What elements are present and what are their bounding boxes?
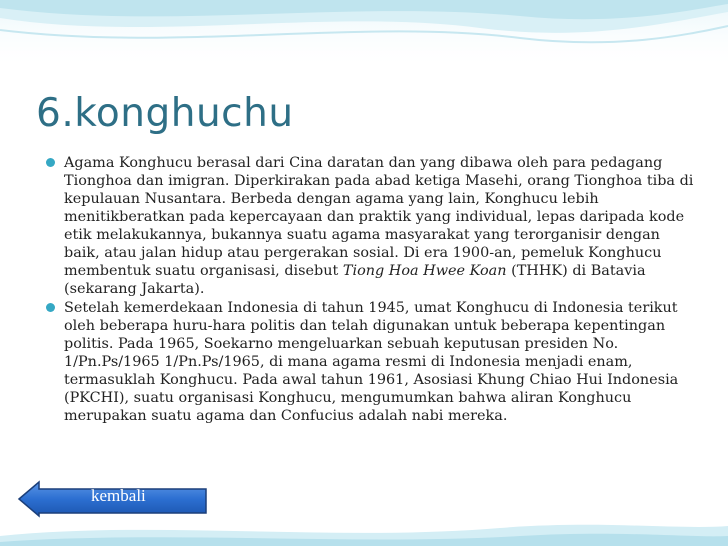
paragraph-1-text: Agama Konghucu berasal dari Cina daratan dan yang dibawa oleh para pedagang Tionghoa dan imigran. Diperkirakan pada abad ketiga Masehi, orang Tionghoa tiba di kepulauan Nusantara. Berbeda dengan agama yang lain, Konghucu lebih menitikberatkan pada kepercayaan dan praktik yang individual, lepas daripada kode etik melakukannya, bukannya suatu agama masyarakat yang terorganisir dengan baik, atau jalan hidup atau pergerakan sosial. Di era 1900-an, pemeluk Konghucu membentuk suatu organisasi, disebut — [64, 155, 694, 279]
bullet-icon — [46, 158, 55, 167]
paragraph-1-italic: Tiong Hoa Hwee Koan — [342, 263, 507, 279]
back-button-label: kembali — [91, 486, 146, 505]
slide-title: 6.konghuchu — [36, 91, 294, 136]
top-wave-decoration — [0, 0, 728, 70]
paragraph-2-text: Setelah kemerdekaan Indonesia di tahun 1945, umat Konghucu di Indonesia terikut oleh beberapa huru-hara politis dan telah digunakan untuk beberapa kepentingan politis. Pada 1965, Soekarno mengeluarkan sebuah keputusan presiden No. 1/Pn.Ps/1965 1/Pn.Ps/1965, di mana agama resmi di Indonesia menjadi enam, termasuklah Konghucu. Pada awal tahun 1961, Asosiasi Khung Chiao Hui Indonesia (PKCHI), suatu organisasi Konghucu, mengumumkan bahwa aliran Konghucu merupakan suatu agama dan Confucius adalah nabi mereka. — [64, 300, 679, 424]
paragraph-2 — [46, 299, 696, 425]
paragraph-1-end: (THHK) di Batavia (sekarang Jakarta). — [64, 263, 646, 297]
bottom-wave-decoration — [0, 506, 728, 546]
paragraph-1 — [46, 154, 696, 298]
slide-body — [46, 154, 696, 426]
bullet-icon — [46, 303, 55, 312]
